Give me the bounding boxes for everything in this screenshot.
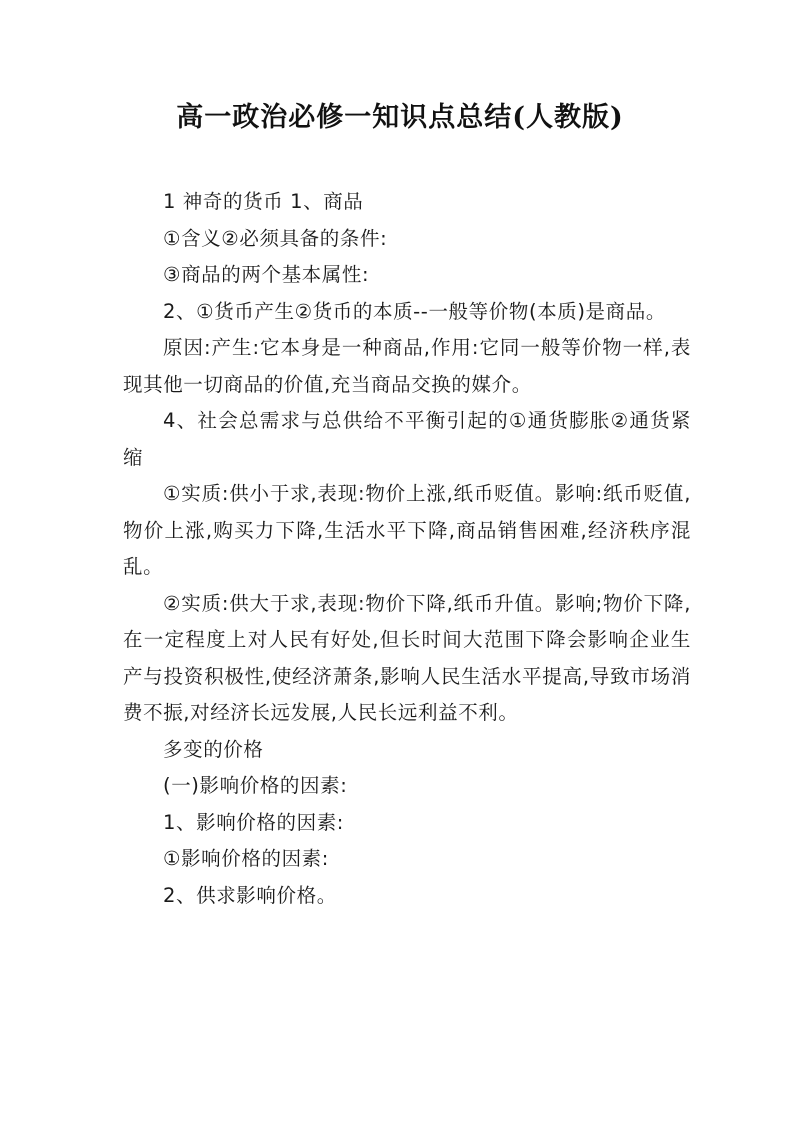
paragraph-price-factors-1: 1、影响价格的因素: <box>163 810 344 834</box>
paragraph-price-factors-heading: (一)影响价格的因素: <box>163 774 348 797</box>
paragraph-deflation-detail: ②实质:供大于求,表现:物价下降,纸币升值。影响;物价下降,在一定程度上对人民有好处,但长时间大范围下降会影响企业生产与投资积极性,使经济萧条,影响人民生活水平提高,导致市场消费不振,对经济长远发展,人民长远利益不利。 <box>123 591 691 724</box>
paragraph-price-heading: 多变的价格 <box>163 737 264 761</box>
paragraph-commodity-attributes: ③商品的两个基本属性: <box>163 263 370 286</box>
paragraph-section-heading: 1 神奇的货币 1、商品 <box>163 190 364 213</box>
paragraph-currency-origin: 2、①货币产生②货币的本质--一般等价物(本质)是商品。 <box>163 299 666 323</box>
paragraph-inflation-deflation: 4、社会总需求与总供给不平衡引起的①通货膨胀②通货紧缩 <box>123 409 691 469</box>
document-body <box>123 184 691 914</box>
paragraph-inflation-detail: ①实质:供小于求,表现:物价上涨,纸币贬值。影响:纸币贬值,物价上涨,购买力下降,生活水平下降,商品销售困难,经济秩序混乱。 <box>123 482 691 578</box>
paragraph-currency-reason: 原因:产生:它本身是一种商品,作用:它同一般等价物一样,表现其他一切商品的价值,充当商品交换的媒介。 <box>123 336 691 396</box>
document-title: 高一政治必修一知识点总结(人教版) <box>176 102 624 133</box>
paragraph-price-factors-sub: ①影响价格的因素: <box>163 847 329 870</box>
paragraph-commodity-meaning: ①含义②必须具备的条件: <box>163 226 388 250</box>
paragraph-supply-demand: 2、供求影响价格。 <box>163 883 337 907</box>
